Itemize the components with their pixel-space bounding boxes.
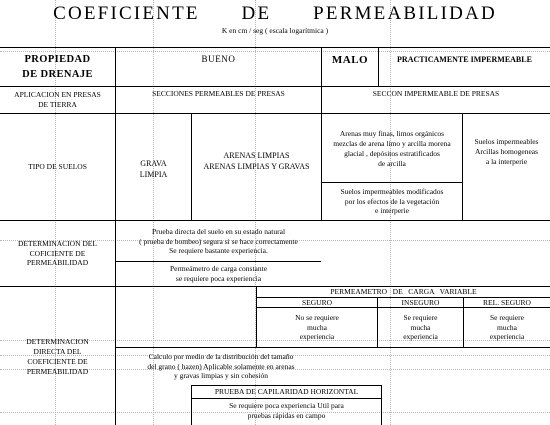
- cell-calculo-hazen: Calculo por medio de la distribución del tamaño del grano ( hazen) Aplicable solamente en arenas y gravas limpias y sin cohesión: [147, 351, 295, 381]
- cell-grava-limpia: GRAVA LIMPIA: [139, 159, 168, 179]
- header-malo: MALO: [331, 53, 369, 66]
- cell-prueba-directa: Prueba directa del suelo en su estado natural ( prueba de bombeo) segura si se hace correctamente Se requiere bastante experiencia.: [139, 226, 298, 256]
- cell-suelos-impermeables: Suelos impermeables Arcillas homogeneas a la interperie: [474, 137, 539, 166]
- cell-capilaridad-body: Se requiere poca experiencia Util para pruebas rápidas en campo: [229, 401, 344, 420]
- cell-arenas-limpias: ARENAS LIMPIAS ARENAS LIMPIAS Y GRAVAS: [203, 151, 310, 171]
- cell-arenas-muy-finas: Arenas muy finas, limos orgánicos mezclas de arena limo y arcilla morena glacial , depósitos estratificados de arcilla: [333, 129, 451, 168]
- header-capilaridad-horizontal: PRUEBA DE CAPILARIDAD HORIZONTAL: [214, 387, 359, 397]
- cell-suelos-modificados: Suelos impermeables modificados por los efectos de la vegetación e interperie: [340, 186, 444, 216]
- label-determinacion-coeficiente: DETERMINACION DEL COFICIENTE DE PERMEABILIDAD: [18, 238, 97, 268]
- label-tipo-de-suelos: TIPO DE SUELOS: [28, 162, 87, 172]
- page-subtitle: K en cm / seg ( escala logarítmica ): [221, 26, 329, 36]
- header-carga-variable: PERMEAMETRO DE CARGA VARIABLE: [330, 287, 477, 297]
- cell-inseguro-body: Se requiere mucha experiencia: [403, 312, 438, 342]
- header-propiedad-de-drenaje: PROPIEDAD DE DRENAJE: [22, 53, 93, 80]
- header-bueno: BUENO: [201, 54, 236, 65]
- cell-rel-seguro-body: Se requiere mucha experiencia: [489, 312, 525, 342]
- header-practicamente-impermeable: PRACTICAMENTE IMPERMEABLE: [397, 54, 532, 64]
- header-seguro: SEGURO: [301, 297, 332, 307]
- header-rel-seguro: REL. SEGURO: [483, 297, 531, 307]
- cell-seccion-impermeable: SECCON IMPERMEABLE DE PRESAS: [372, 89, 500, 99]
- page-title: COEFICIENTE DE PERMEABILIDAD: [53, 3, 497, 25]
- label-aplicacion-en-presas: APLICACION EN PRESAS DE TIERRA: [14, 90, 101, 109]
- cell-carga-constante: Permeámetro de carga constante se requiere poca experiencia: [169, 264, 268, 283]
- label-determinacion-directa: DETERMINACION DIRECTA DEL COEFICIENTE DE PERMEABILIDAD: [26, 337, 89, 376]
- cell-seguro-body: No se requiere mucha experiencia: [295, 312, 339, 342]
- header-inseguro: INSEGURO: [401, 297, 440, 307]
- cell-secciones-permeables: SECCIONES PERMEABLES DE PRESAS: [152, 89, 285, 99]
